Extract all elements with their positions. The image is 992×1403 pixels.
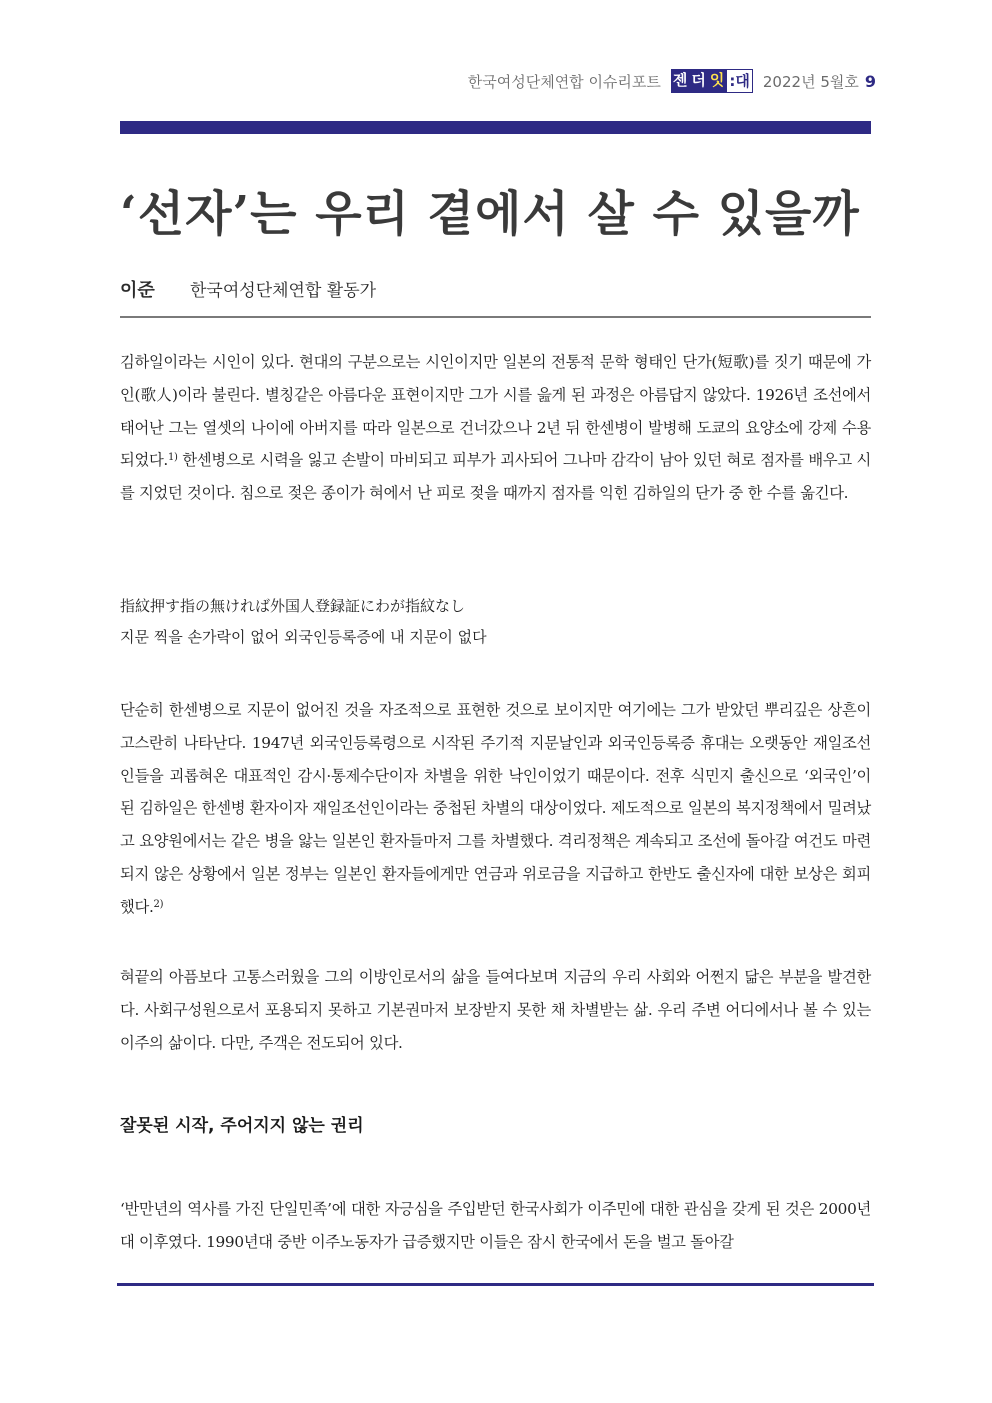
title-top-bar xyxy=(120,121,871,134)
logo-char-1: 젠 xyxy=(671,69,690,93)
paragraph-2-text: 단순히 한센병으로 지문이 없어진 것을 자조적으로 표현한 것으로 보이지만 여기에는 그가 받았던 뿌리깊은 상흔이 고스란히 나타난다. 1947년 외국인등록령으로 시작된 주기적 지문날인과 외국인등록증 휴대는 오랫동안 재일조선인들을 괴롭혀온 대표적인 감시·통제수단이자 차별을 위한 낙인이었기 때문이다. 전후 식민지 출신으로 ‘외국인’이 된 김하일은 한센병 환자이자 재일조선인이라는 중첩된 차별의 대상이었다. 제도적으로 일본의 복지정책에서 밀려났고 요양원에서는 같은 병을 앓는 일본인 환자들마저 그를 차별했다. 격리정책은 계속되고 조선에 돌아갈 여건도 마련되지 않은 상황에서 일본 정부는 일본인 환자들에게만 연금과 위로금을 지급하고 한반도 출신자에 대한 보상은 회피했다. xyxy=(120,701,871,916)
page-header xyxy=(468,68,876,94)
gender-it-logo xyxy=(671,69,753,93)
paragraph-1 xyxy=(120,346,871,510)
page-number: 9 xyxy=(864,71,876,91)
logo-char-4: :대 xyxy=(726,69,753,93)
paragraph-1-text: 김하일이라는 시인이 있다. 현대의 구분으로는 시인이지만 일본의 전통적 문학 형태인 단가(短歌)를 짓기 때문에 가인(歌人)이라 불린다. 별칭같은 아름다운 표현이지만 그가 시를 읊게 된 과정은 아름답지 않았다. 1926년 조선에서 태어난 그는 열셋의 나이에 아버지를 따라 일본으로 건너갔으나 2년 뒤 한센병이 발병해 도쿄의 요양소에 강제 수용되었다. xyxy=(120,353,871,470)
article-title: ‘선자’는 우리 곁에서 살 수 있을까 xyxy=(120,186,860,243)
footnote-ref-1[interactable]: 1) xyxy=(168,452,178,464)
section-heading: 잘못된 시작, 주어지지 않는 권리 xyxy=(120,1116,364,1136)
poem-translation: 지문 찍을 손가락이 없어 외국인등록증에 내 지문이 없다 xyxy=(120,628,487,646)
footnote-ref-2[interactable]: 2) xyxy=(153,898,164,910)
author-name: 이준 xyxy=(120,280,155,301)
paragraph-2 xyxy=(120,694,871,924)
paragraph-3: 혀끝의 아픔보다 고통스러웠을 그의 이방인로서의 삶을 들여다보며 지금의 우리 사회와 어쩐지 닮은 부분을 발견한다. 사회구성원으로서 포용되지 못하고 기본권마저 보장받지 못한 채 차별받는 삶. 우리 주변 어디에서나 볼 수 있는 이주의 삶이다. 다만, 주객은 전도되어 있다. xyxy=(120,968,871,1052)
logo-char-3: 잇 xyxy=(708,69,727,93)
logo-char-2: 더 xyxy=(689,69,708,93)
author-divider xyxy=(120,316,871,318)
publication-name: 한국여성단체연합 이슈리포트 xyxy=(467,72,661,91)
paragraph-4: ‘반만년의 역사를 가진 단일민족’에 대한 자긍심을 주입받던 한국사회가 이주민에 대한 관심을 갖게 된 것은 2000년대 이후였다. 1990년대 중반 이주노동자가 급증했지만 이들은 잠시 한국에서 돈을 벌고 돌아갈 xyxy=(120,1200,871,1251)
poem-block xyxy=(120,591,871,653)
poem-original: 指紋押す指の無ければ外国人登録証にわが指紋なし xyxy=(120,597,466,615)
author-line xyxy=(120,276,376,302)
author-affiliation: 한국여성단체연합 활동가 xyxy=(190,281,377,301)
issue-date: 2022년 5월호 xyxy=(762,72,859,91)
paragraph-1-cont: 한센병으로 시력을 잃고 손발이 마비되고 피부가 괴사되어 그나마 감각이 남아 있던 혀로 점자를 배우고 시를 지었던 것이다. 침으로 젖은 종이가 혀에서 난 피로 젖을 때까지 점자를 익힌 김하일의 단가 중 한 수를 옮긴다. xyxy=(120,451,871,503)
footer-divider xyxy=(117,1283,874,1286)
